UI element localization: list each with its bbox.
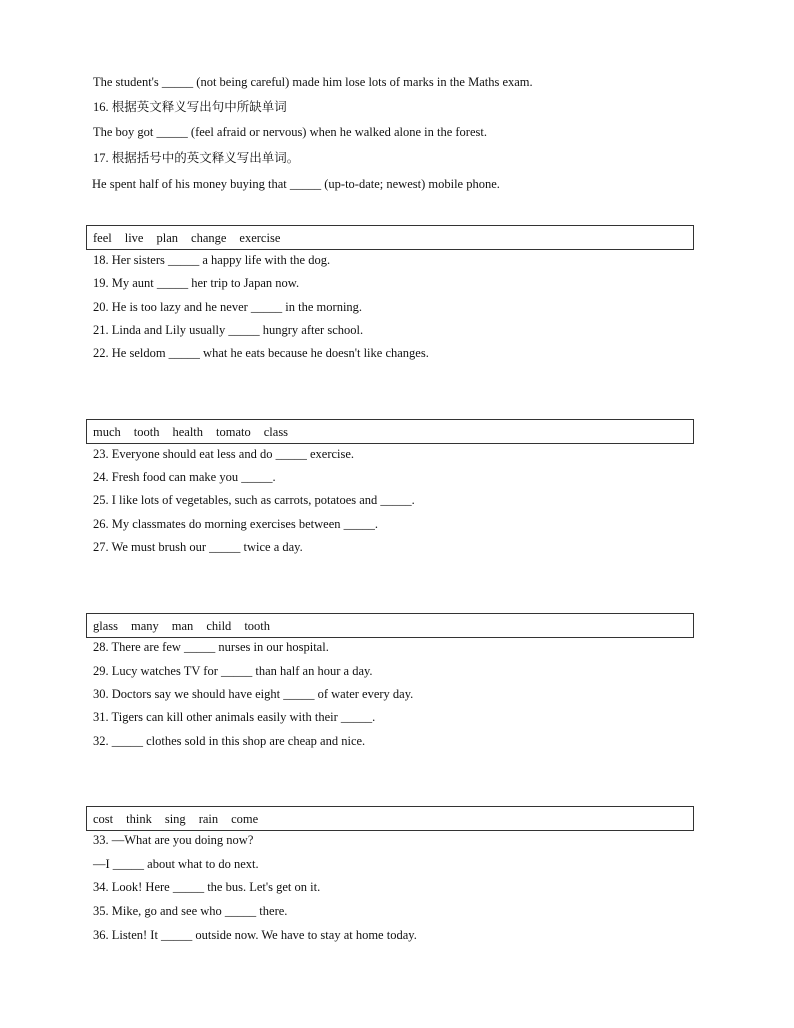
- word-bank-box-3: [86, 613, 694, 638]
- word-bank-1: [93, 230, 293, 246]
- question-17-text: He spent half of his money buying that _____ (up-to-date; newest) mobile phone.: [92, 177, 500, 191]
- question-30: 30. Doctors say we should have eight _____ of water every day.: [93, 687, 414, 701]
- question-16-text: The boy got _____ (feel afraid or nervous) when he walked alone in the forest.: [93, 125, 487, 139]
- word-bank-item: live: [124, 231, 144, 245]
- word-bank-item: think: [126, 812, 152, 826]
- word-bank-box-4: [86, 806, 694, 831]
- question-21: 21. Linda and Lily usually _____ hungry after school.: [93, 323, 364, 337]
- question-31: 31. Tigers can kill other animals easily with their _____.: [93, 710, 376, 724]
- word-bank-item: sing: [164, 812, 186, 826]
- question-15-text: The student's _____ (not being careful) made him lose lots of marks in the Maths exam.: [93, 75, 533, 89]
- word-bank-box-2: [86, 419, 694, 444]
- question-36: 36. Listen! It _____ outside now. We have to stay at home today.: [93, 928, 417, 942]
- question-29: 29. Lucy watches TV for _____ than half an hour a day.: [93, 664, 373, 678]
- question-22: 22. He seldom _____ what he eats because he doesn't like changes.: [93, 346, 429, 360]
- word-bank-item: tooth: [133, 425, 160, 439]
- question-32: 32. _____ clothes sold in this shop are cheap and nice.: [93, 734, 366, 748]
- question-17-instruction: 17. 根据括号中的英文释义写出单词。: [93, 151, 300, 165]
- word-bank-2: [93, 424, 301, 440]
- word-bank-item: exercise: [239, 231, 281, 245]
- word-bank-3: [93, 618, 283, 634]
- word-bank-item: man: [171, 619, 194, 633]
- question-33: 33. —What are you doing now?: [93, 833, 254, 847]
- question-20: 20. He is too lazy and he never _____ in the morning.: [93, 300, 363, 314]
- word-bank-box-1: [86, 225, 694, 250]
- question-24: 24. Fresh food can make you _____.: [93, 470, 276, 484]
- question-28: 28. There are few _____ nurses in our hospital.: [93, 640, 329, 654]
- question-23: 23. Everyone should eat less and do _____ exercise.: [93, 447, 355, 461]
- question-27: 27. We must brush our _____ twice a day.: [93, 540, 303, 554]
- word-bank-item: tomato: [216, 425, 251, 439]
- question-34: 34. Look! Here _____ the bus. Let's get on it.: [93, 880, 321, 894]
- question-35: 35. Mike, go and see who _____ there.: [93, 904, 288, 918]
- word-bank-item: many: [131, 619, 159, 633]
- question-18: 18. Her sisters _____ a happy life with the dog.: [93, 253, 331, 267]
- word-bank-item: child: [206, 619, 232, 633]
- word-bank-item: much: [93, 425, 121, 439]
- word-bank-4: [93, 811, 271, 827]
- word-bank-item: health: [172, 425, 204, 439]
- word-bank-item: plan: [156, 231, 179, 245]
- word-bank-item: rain: [198, 812, 219, 826]
- question-25: 25. I like lots of vegetables, such as carrots, potatoes and _____.: [93, 493, 415, 507]
- question-19: 19. My aunt _____ her trip to Japan now.: [93, 276, 300, 290]
- word-bank-item: cost: [93, 812, 114, 826]
- word-bank-item: feel: [93, 231, 112, 245]
- word-bank-item: come: [231, 812, 259, 826]
- question-26: 26. My classmates do morning exercises between _____.: [93, 517, 379, 531]
- word-bank-item: glass: [93, 619, 118, 633]
- question-33-answer: —I _____ about what to do next.: [93, 857, 259, 871]
- question-16-instruction: 16. 根据英文释义写出句中所缺单词: [93, 100, 287, 114]
- word-bank-item: tooth: [244, 619, 271, 633]
- word-bank-item: class: [263, 425, 289, 439]
- word-bank-item: change: [191, 231, 227, 245]
